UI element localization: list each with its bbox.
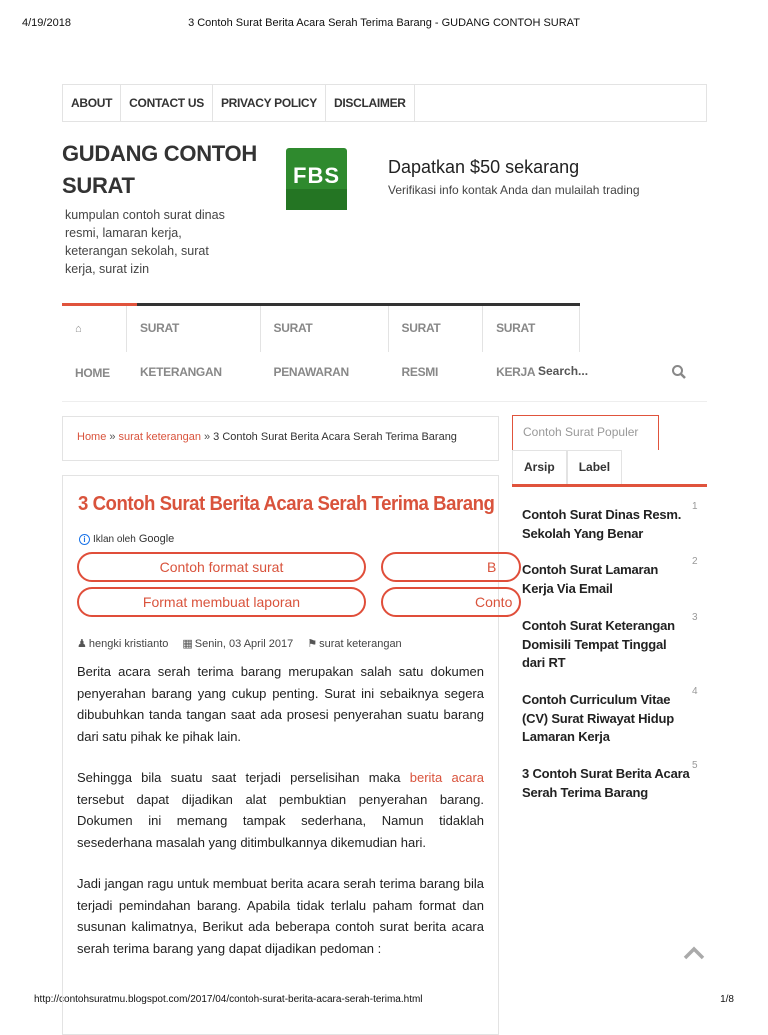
nav-surat-kerja[interactable]: SURAT KERJA — [483, 306, 580, 352]
paragraph-text: Sehingga bila suatu saat terjadi perselisihan maka — [77, 770, 410, 785]
search-input[interactable]: Search... — [538, 364, 589, 378]
active-tab-indicator — [62, 303, 137, 306]
tab-archive[interactable]: Arsip — [512, 450, 567, 485]
popular-post-number: 4 — [692, 686, 698, 697]
ad-link-button[interactable]: Format membuat laporan — [77, 587, 366, 617]
popular-post-number: 2 — [692, 556, 698, 567]
popular-post-number: 1 — [692, 501, 698, 512]
site-title[interactable]: GUDANG CONTOH SURAT — [62, 141, 257, 198]
post-author[interactable] — [77, 637, 168, 650]
post-label[interactable] — [307, 637, 401, 650]
nav-home[interactable] — [62, 306, 127, 380]
breadcrumb-current: 3 Contoh Surat Berita Acara Serah Terima Barang — [213, 431, 457, 443]
popular-post-number: 3 — [692, 612, 698, 623]
ad-links-clip — [62, 540, 513, 630]
breadcrumb-category[interactable]: surat keterangan — [118, 431, 202, 443]
post-title: 3 Contoh Surat Berita Acara Serah Terima Barang — [78, 493, 495, 515]
top-nav — [62, 84, 707, 122]
author-name: hengki kristianto — [88, 638, 169, 650]
nav-privacy-policy[interactable]: PRIVACY POLICY — [213, 85, 326, 121]
search-icon[interactable] — [671, 364, 687, 380]
breadcrumb — [62, 416, 499, 461]
print-date: 4/19/2018 — [22, 17, 71, 29]
ad-label: Iklan oleh — [93, 533, 136, 545]
sidebar-accent-bar — [512, 484, 707, 487]
ad-title[interactable]: Dapatkan $50 sekarang — [388, 157, 580, 177]
date-text: Senin, 03 April 2017 — [194, 638, 294, 650]
ad-link-button[interactable]: Conto — [381, 587, 521, 617]
ad-brand: Google — [138, 533, 175, 545]
ad-subtitle[interactable]: Verifikasi info kontak Anda dan mulailah trading — [388, 183, 640, 197]
post-meta — [77, 637, 402, 650]
nav-surat-keterangan[interactable]: SURAT KETERANGAN — [127, 306, 260, 352]
print-url: http://contohsuratmu.blogspot.com/2017/04/contoh-surat-berita-acara-serah-terima.html — [34, 994, 423, 1005]
label-text: surat keterangan — [319, 638, 402, 650]
home-icon: ⌂ — [75, 323, 82, 335]
calendar-icon: ▦ — [182, 638, 193, 650]
popular-post-link[interactable]: Contoh Surat Lamaran Kerja Via Email — [522, 562, 659, 596]
print-title: 3 Contoh Surat Berita Acara Serah Terima Barang - GUDANG CONTOH SURAT — [188, 17, 580, 29]
post-date — [182, 637, 293, 650]
paragraph-text: tersebut dapat dijadikan alat pembuktian penyerahan barang. Dokumen ini memang tampak sederhana, Namun tidaklah sesederhana masalah yang ditimbulkannya dikemudian hari. — [77, 791, 484, 850]
nav-contact-us[interactable]: CONTACT US — [121, 85, 213, 121]
popular-post-number: 5 — [692, 760, 698, 771]
berita-acara-link[interactable]: berita acara — [409, 770, 485, 785]
paragraph: Berita acara serah terima barang merupakan salah satu dokumen penyerahan barang yang cukup penting. Surat ini sebaiknya segera dibubuhkan tanda tangan saat ada prosesi penyerahan suatu barang dari satu pihak ke pihak lain. — [77, 664, 484, 744]
ad-link-button[interactable]: B — [381, 552, 521, 582]
sidebar-tabs — [512, 450, 622, 485]
breadcrumb-separator: » — [204, 431, 211, 443]
info-icon: i — [79, 534, 90, 545]
print-page-number: 1/8 — [720, 994, 734, 1005]
popular-post-link[interactable]: 3 Contoh Surat Berita Acara Serah Terima Barang — [522, 766, 690, 800]
fbs-logo[interactable] — [286, 148, 347, 210]
user-icon: ♟ — [77, 638, 87, 650]
breadcrumb-home[interactable]: Home — [77, 431, 107, 443]
fbs-logo-text: FBS — [293, 163, 340, 188]
site-tagline: kumpulan contoh surat dinas resmi, lamaran kerja, keterangan sekolah, surat kerja, surat izin — [65, 208, 225, 276]
nav-about[interactable]: ABOUT — [63, 85, 121, 121]
paragraph — [77, 767, 484, 853]
fbs-logo-band — [286, 189, 347, 210]
tab-label[interactable]: Label — [567, 450, 622, 485]
ad-link-button[interactable]: Contoh format surat — [77, 552, 366, 582]
popular-post-link[interactable]: Contoh Surat Keterangan Domisili Tempat Tinggal dari RT — [522, 618, 675, 670]
nav-surat-resmi[interactable]: SURAT RESMI — [389, 306, 484, 352]
popular-post-link[interactable]: Contoh Surat Dinas Resm. Sekolah Yang Benar — [522, 507, 682, 541]
nav-surat-penawaran[interactable]: SURAT PENAWARAN — [261, 306, 389, 352]
nav-disclaimer[interactable]: DISCLAIMER — [326, 85, 415, 121]
nav-home-label: HOME — [75, 366, 110, 380]
divider — [62, 401, 707, 402]
breadcrumb-separator: » — [109, 431, 116, 443]
scroll-to-top-icon[interactable] — [682, 945, 706, 961]
paragraph: Jadi jangan ragu untuk membuat berita acara serah terima barang bila terjadi pemindahan barang. Apabila tidak terlalu paham format dan susunan kalimatnya, Berikut ada beberapa contoh surat berita acara serah terima barang yang dapat dijadikan pedoman : — [77, 876, 484, 956]
tag-icon: ⚑ — [307, 638, 318, 650]
tab-popular[interactable]: Contoh Surat Populer — [512, 415, 659, 450]
popular-post-link[interactable]: Contoh Curriculum Vitae (CV) Surat Riwayat Hidup Lamaran Kerja — [522, 692, 674, 744]
